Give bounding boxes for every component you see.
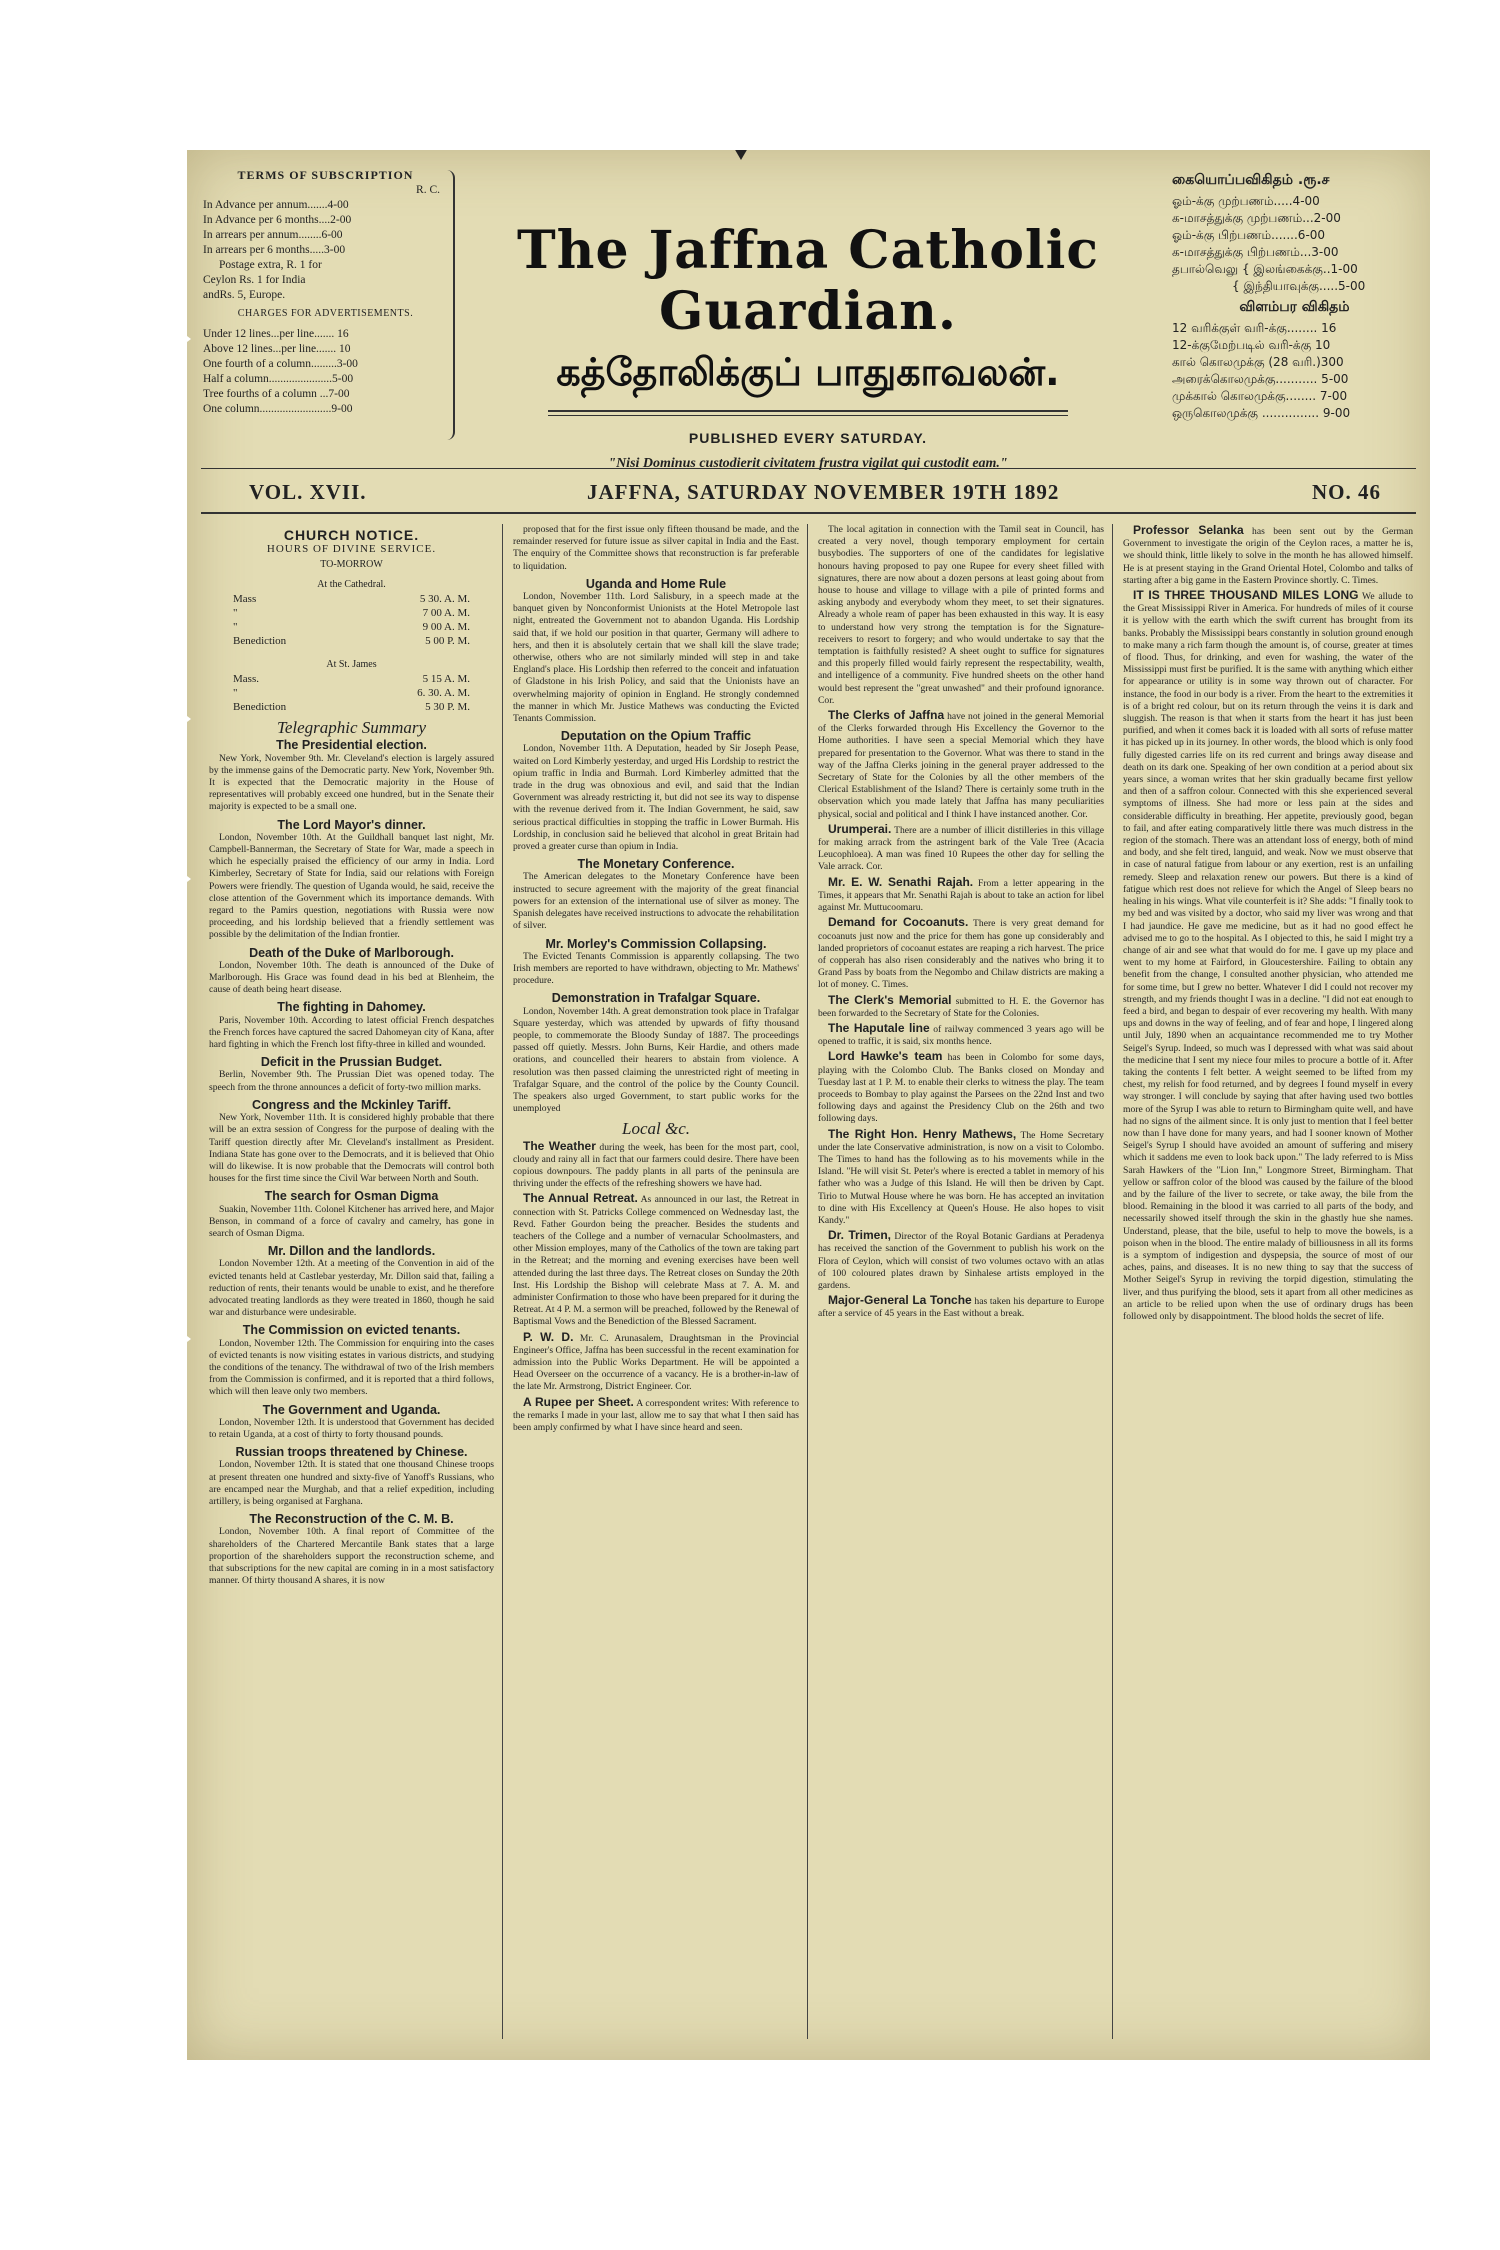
news-item xyxy=(513,1192,799,1328)
service-name: " xyxy=(233,621,238,634)
news-headline: A Rupee per Sheet. xyxy=(523,1394,634,1409)
news-body: London, November 10th. At the Guildhall banquet last night, Mr. Campbell-Bannerman, the Secretary of State for War, made a speech in which he especially praised the efficiency of our army in India. Lord Kimberley, Secretary of State for India, said our relations with Foreign Powers were friendly. The question of Uganda would, he said, receive the close attention of the Government which its importance demands. With regard to the Pamirs question, negotiations with Russia were now proceeding, and his lordship believed that a friendly settlement was possible by the delimitation of the Indian frontier. xyxy=(209,831,494,941)
service-time: 7 00 A. M. xyxy=(422,607,470,620)
news-item xyxy=(818,1022,1104,1048)
column-2 xyxy=(513,524,799,2039)
tamil-terms-row: ஓம்-க்கு பிற்பணம்.......6-00 xyxy=(1172,228,1326,242)
news-paragraph xyxy=(818,823,1104,874)
news-item xyxy=(209,947,494,997)
news-body: A correspondent writes: With reference to the remarks I made in your last, allow me to say that what I then said has been amply confirmed by what I have since heard and seen. xyxy=(513,1397,799,1434)
service-time-row xyxy=(209,672,494,686)
news-item xyxy=(818,1050,1104,1125)
tamil-terms-heading: கையொப்பவிகிதம் .ரூ.ச xyxy=(1172,172,1330,188)
terms-heading: TERMS OF SUBSCRIPTION xyxy=(237,168,414,182)
news-item xyxy=(818,1294,1104,1320)
charges-row: Above 12 lines...per line....... 10 xyxy=(203,343,351,355)
news-paragraph xyxy=(513,1140,799,1191)
news-item xyxy=(209,1446,494,1508)
tamil-ads-heading: விளம்பர விகிதம் xyxy=(1239,299,1350,315)
news-paragraph xyxy=(818,1128,1104,1228)
news-body: Director of the Royal Botanic Gardians at Peradenya has received the sanction of the Government to publish his work on the Flora of Ceylon, which will consist of two volumes octavo with an atlas of 100 coloured plates drawn by Sinhalese artists employed in the gardens. xyxy=(818,1231,1104,1291)
charges-row: One fourth of a column.........3-00 xyxy=(203,358,358,370)
news-item xyxy=(1123,524,1413,587)
news-body: New York, November 9th. Mr. Cleveland's election is largely assured by the immense gains of the Democratic party. New York, November 9th. It is expected that the Democratic majority in the House of representatives will probably exceed one hundred, but in the Senate their majority is expected to be a small one. xyxy=(209,752,494,813)
terms-row: In Advance per 6 months....2-00 xyxy=(203,214,352,226)
news-headline: Dr. Trimen, xyxy=(828,1228,892,1243)
news-headline: Congress and the Mckinley Tariff. xyxy=(251,1097,452,1112)
news-headline: P. W. D. xyxy=(523,1329,574,1344)
news-body: has been sent out by the German Government to investigate the origin of the Ceylon races, a matter he is, we should think, little likely to solve in the month he has allowed himself. He is at present staying in the Grand Oriental Hotel, Colombo and talks of starting after a big game in the Eastern Province shortly. C. Times. xyxy=(1123,526,1413,586)
news-headline: The search for Osman Digma xyxy=(264,1189,439,1204)
news-body: has been in Colombo for some days, playing with the Colombo Club. The Banks closed on Monday and Tuesday last at 1 P. M. to enable their clerks to witness the play. The team proceeds to Bombay to play against the Parsees on the 22nd Inst and two following days and against the Presidency Club on the 26th and two following days. xyxy=(818,1052,1104,1125)
news-item xyxy=(513,1331,799,1394)
news-headline: The Haputale line xyxy=(828,1020,930,1035)
masthead xyxy=(457,170,1159,472)
terms-row: In arrears per annum........6-00 xyxy=(203,229,343,241)
news-paragraph xyxy=(818,1022,1104,1048)
news-paragraph xyxy=(818,1294,1104,1320)
local-news-title: Local &c. xyxy=(622,1119,690,1139)
subscription-terms xyxy=(203,168,448,417)
news-headline: Professor Selanka xyxy=(1133,524,1244,537)
news-body: We allude to the Great Mississippi River in America. For hundreds of miles of it course it is yellow with the earth which the swift current has brought from its banks. Probably the Mississippi bears constantly in solution ground enough to make many a rich farm though the amount is, of course, greater at times of flood. Thus, for drinking, and even for washing, the water of the Mississippi must first be purified. It is the same with anything which either for appearance or utility is in some way thrown out of character. For instance, the food in our body is a river. From the heart to the extremities it is of a bright red colour, but on its return through the veins it is dark and sluggish. The reason is that when it starts from the heart it has just been purified, and when it comes back it is loaded with all sorts of refuse matter it has picked up in its journey. In other words, the blood which is only food fully digested carries life on its red current and brings away disease and death on its dark one. Speaking of her own condition at a period about six years since, a woman writes that her skin gradually became first yellow and then of a saffron colour. Connected with this she experienced several symptoms of illness. She had more or less pain at the sides and considerable difficulty in breathing. Her appetite, previously good, began to fail, and after eating comparatively little there was much distress in the region of the stomach. There was an attendant loss of energy, both of mind and body, and she felt tired, languid, and weak. Now we must observe that in case of natural fatigue from labour or any exertion, rest is an unfailing remedy. Sleep and relaxation renew our powers. But there is a kind of fatigue which rest does not relieve for which the Angel of Sleep bears no healing in his wings. What vile counterfeit is it? She adds: "I finally took to my bed and was visited by a doctor, who said my liver was wrong and that I had jaundice. He gave me medicine, but as it had no good effect he advised me to go to the hospital. As I objected to this, he said I might try a change of air and see what that would do for me. I gave up my place and went to my home at Fairford, in Gloucestershire. Failing to obtain any benefit from the change, I consulted another physician, who attended me for some time, but I grew no better. Whatever I did I could not recover my strength, and my friends thought I was in a decline. "I did not eat enough to feed a bird, and began to despair of ever recovering my health. With many ups and downs in the way of feeling, and of fear and hope, I lingered along until July, 1890 when an acquaintance recommended me to try Mother Seigel's Syrup. Indeed, so much was I depressed with what was said about the medicine that I sent my niece four miles to procure a bottle of it. After taking the contents I felt better. A weight seemed to be lifted from my chest, my relish for food returned, and by degrees I found myself in every way stronger. I will conclude by saying that after having used two bottles more of the Syrup I was able to return to Birmingham quite well, and have had no signs of the ailment since. It is only just to mention that I feel better now than I have done for many years, and had I sooner known of Mother Seigel's Syrup I should have avoided an amount of suffering and misery which it saddens me even to look back upon." The lady referred to is Miss Sarah Hawkers of the "Lion Inn," Longmore Street, Birmingham. That yellow or saffron color of the blood was caused by the failure of the blood and by the failure of the liver to secrete, or take away, the bile from the blood. Remaining in the blood it was carried to all parts of the body, and necessarily showed itself through the skin in the ghastly hue she names. Understand, please, that the bile, useful to help to move the bowels, is a poison when in the blood. The entire malady of billiousness in all its forms is a symptom of indigestion and dyspepsia, the source of most of our aches, pains, and diseases. It is no new thing to say that the success of Mother Seigel's Syrup in reviving the torpid digestion, stimulating the liver, and thus purifying the blood, sets it apart from all other medicines as an article to be relied upon when the use of ordinary drugs has been followed only by disappointment. The blood holds the secret of life. xyxy=(1123,591,1413,1322)
news-item xyxy=(513,524,799,573)
service-time-row xyxy=(209,606,494,620)
issue-dateline: JAFFNA, SATURDAY NOVEMBER 19TH 1892 xyxy=(587,480,1060,504)
tamil-terms-row: ஓம்-க்கு முற்பணம்.....4-00 xyxy=(1172,194,1320,208)
news-body: The Evicted Tenants Commission is apparently collapsing. The two Irish members are reported to have withdrawn, objecting to Mr. Mathews' procedure. xyxy=(513,950,799,987)
news-body: London, November 12th. It is understood that Government has decided to retain Uganda, at a cost of thirty to forty thousand pounds. xyxy=(209,1416,494,1440)
news-body: Mr. C. Arunasalem, Draughtsman in the Provincial Engineer's Office, Jaffna has been successful in the recent examination for admission into the Public Works Department. He will be appointed a Head Overseer on the occurrence of a vacancy. He is a brother-in-law of the late Mr. Armstrong, District Engineer. Cor. xyxy=(513,1332,799,1393)
tamil-ads-row: கால் கொலமுக்கு (28 வரி.)300 xyxy=(1172,355,1344,369)
title-english: The Jaffna Catholic Guardian. xyxy=(516,220,1100,342)
service-times xyxy=(209,672,494,714)
news-item xyxy=(513,1396,799,1435)
news-headline: Deficit in the Prussian Budget. xyxy=(260,1055,443,1070)
news-paragraph xyxy=(818,709,1104,821)
column-separator xyxy=(1112,524,1113,2039)
news-body: Suakin, November 11th. Colonel Kitchener has arrived here, and Major Benson, in command of a force of cavalry and camelry, has gone in search of Osman Digma. xyxy=(209,1203,494,1239)
news-headline: The Right Hon. Henry Mathews, xyxy=(828,1126,1017,1141)
news-paragraph xyxy=(513,1331,799,1394)
service-name: " xyxy=(233,687,238,700)
service-time: 5 00 P. M. xyxy=(425,635,470,648)
news-headline: The Commission on evicted tenants. xyxy=(242,1323,461,1338)
news-body: The Home Secretary under the late Conservative administration, is now on a visit to Colombo. The Times to hand has the following as to his movements while in the Island. "He will visit St. Peter's where is erected a tablet in memory of his father who was a Judge of this Island. He will then be driven by Capt. Tirio to Mutwal House where he was born. He has accepted an invitation to dine with His Excellency at Queen's House. He also hopes to visit Kandy." xyxy=(818,1129,1104,1226)
hours-of-service xyxy=(209,542,494,714)
service-name: Mass. xyxy=(233,673,259,686)
service-name: Mass xyxy=(233,593,257,606)
charges-row: Half a column......................5-00 xyxy=(203,373,354,385)
dateline-rule xyxy=(201,512,1416,514)
news-item xyxy=(209,1001,494,1051)
publication-frequency: PUBLISHED EVERY SATURDAY. xyxy=(688,430,928,446)
story-list xyxy=(818,524,1104,1321)
service-name: Benediction xyxy=(233,635,287,648)
st-james-label: At St. James xyxy=(326,659,377,671)
tamil-ads-row: 12-க்குமேற்படில் வரி-க்கு 10 xyxy=(1172,338,1331,352)
masthead-ornament xyxy=(548,410,1068,416)
service-time-row xyxy=(209,700,494,714)
news-body: during the week, has been for the most part, cool, cloudy and rainy all in fact that our farmers could desire. There have been copious downpours. The paddy plants in all parts of the peninsula are thriving under the effects of the refreshing showers we have had. xyxy=(513,1141,799,1190)
issue-number: NO. 46 xyxy=(1312,480,1381,504)
news-headline: Russian troops threatened by Chinese. xyxy=(235,1445,468,1460)
column-1 xyxy=(209,524,494,2039)
column-separator xyxy=(502,524,503,2039)
service-name: " xyxy=(233,607,238,620)
news-body: proposed that for the first issue only fifteen thousand be made, and the remainder reserved for future issue as silver capital in India and the East. The enquiry of the Committee shows that reconstruction is far preferable to liquidation. xyxy=(513,524,799,572)
fold-mark xyxy=(734,150,748,160)
service-time: 5 30. A. M. xyxy=(419,593,470,606)
terms-row: In Advance per annum.......4-00 xyxy=(203,199,349,211)
news-body: The local agitation in connection with the Tamil seat in Council, has created a very novel, though temporary employment for certain busybodies. The supporters of one of the candidates for legislative honours having proposed to pay one Rupee for every sheet filled with signatures, there are now about a dozen persons at least going about from house to house and village to village with a pile of printed forms and asking anybody and everybody whom they meet, to set their signatures. Already a whole ream of paper has been exhausted in this way. It is easy to understand how very strong the temptation is for the Signature-receivers to resort to forgery; and who would undertake to say that the temptation is faithfully resisted? A sheet ought to suffice for signatures and this properly filled would fairly represent the respectability, wealth, and intelligence of a community. Five hundred sheets on the other hand would best represent the "great unwashed" and their profound ignorance. Cor. xyxy=(818,524,1104,706)
story-list xyxy=(513,524,799,1115)
news-body: Berlin, November 9th. The Prussian Diet was opened today. The speech from the throne announces a deficit of forty-two million marks. xyxy=(209,1069,494,1093)
news-headline: Uganda and Home Rule xyxy=(585,576,727,591)
news-headline: The Annual Retreat. xyxy=(523,1191,638,1206)
news-headline: Demonstration in Trafalgar Square. xyxy=(551,991,761,1006)
news-paragraph xyxy=(818,916,1104,991)
news-item xyxy=(209,819,494,942)
tomorrow-label: TO-MORROW xyxy=(320,559,383,571)
story-list xyxy=(513,1140,799,1435)
news-body: There is very great demand for cocoanuts just now and the price for them has gone up considerably and landed proprietors of cocoanut estates are reaping a rich harvest. The price of copperah has also risen considerably and the natives who bring it to Grand Pass by boats from the Negombo and Chilaw districts are making a lot of money. C. Times. xyxy=(818,918,1104,991)
service-time-row xyxy=(209,686,494,700)
news-headline: Mr. E. W. Senathi Rajah. xyxy=(828,874,974,889)
news-paragraph xyxy=(513,1192,799,1328)
news-headline: IT IS THREE THOUSAND MILES LONG xyxy=(1133,588,1359,603)
news-headline: Deputation on the Opium Traffic xyxy=(560,729,752,744)
news-headline: The Clerk's Memorial xyxy=(828,992,952,1007)
news-body: From a letter appearing in the Times, it appears that Mr. Senathi Rajah is about to take an action for libel against Mr. Muttucoomaru. xyxy=(818,877,1104,914)
news-headline: Major-General La Tonche xyxy=(828,1293,972,1308)
tamil-subscription-terms xyxy=(1172,168,1417,422)
news-item xyxy=(818,524,1104,707)
service-time: 6. 30. A. M. xyxy=(417,687,470,700)
story-list xyxy=(209,739,494,1587)
news-headline: The Government and Uganda. xyxy=(262,1402,441,1417)
charges-row: Under 12 lines...per line....... 16 xyxy=(203,328,349,340)
hours-title: HOURS OF DIVINE SERVICE. xyxy=(266,543,437,556)
news-paragraph xyxy=(1123,589,1413,1323)
charges-heading: CHARGES FOR ADVERTISEMENTS. xyxy=(237,308,414,319)
title-tamil: கத்தோலிக்குப் பாதுகாவலன். xyxy=(556,350,1060,394)
news-paragraph xyxy=(1123,524,1413,587)
news-item xyxy=(209,1245,494,1319)
news-paragraph xyxy=(513,1396,799,1435)
news-item xyxy=(209,1513,494,1587)
masthead-motto: "Nisi Dominus custodierit civitatem frustra vigilat qui custodit eam." xyxy=(608,456,1008,471)
news-paragraph xyxy=(818,524,1104,707)
column-separator xyxy=(807,524,808,2039)
news-body: has taken his departure to Europe after a service of 45 years in the East without a break. xyxy=(818,1296,1104,1320)
service-time-row xyxy=(209,620,494,634)
news-paragraph xyxy=(818,1229,1104,1292)
tamil-terms-row: க-மாசத்துக்கு முற்பணம்...2-00 xyxy=(1172,211,1341,225)
news-item xyxy=(209,1404,494,1442)
header-rule xyxy=(201,468,1416,469)
news-item xyxy=(513,858,799,932)
news-body: London, November 10th. The death is announced of the Duke of Marlborough. His Grace was found dead in his bed at Blenheim, the cause of death being heart disease. xyxy=(209,959,494,996)
news-body: London, November 10th. A final report of Committee of the shareholders of the Chartered Mercantile Bank states that a large proportion of the shareholders support the reconstruction scheme, and that subscriptions for the new capital are coming in in a most satisfactory manner. Of thirty thousand A shares, it is now xyxy=(209,1526,494,1587)
service-time: 5 15 A. M. xyxy=(422,673,470,686)
news-item xyxy=(818,709,1104,821)
news-item xyxy=(513,992,799,1115)
news-body: London, November 12th. The Commission for enquiring into the cases of evicted tenants is now visiting estates in various districts, and studying the conditions of the tenancy. The withdrawal of two of the Irish members from the Commission is confirmed, and it is reported that a third follows, which will then leave only two members. xyxy=(209,1337,494,1398)
news-item xyxy=(818,1229,1104,1292)
terms-row: In arrears per 6 months.....3-00 xyxy=(203,244,346,256)
charges-row: Tree fourths of a column ...7-00 xyxy=(203,388,350,400)
church-notice-title: CHURCH NOTICE. xyxy=(283,527,420,543)
column-3 xyxy=(818,524,1104,2039)
news-body: have not joined in the general Memorial of the Clerks forwarded through His Excellency the Governor to the Home authorities. I have seen a special Memorial which they have prepared for presentation to the Governor. What was there to stand in the way of the Jaffna Clerks joining in the general prayer addressed to the Secretary of State for the Colonies by all the other members of the Clerical Establishment of the Island? There is certainly some truth in the observation which you made lately that Jaffna has many peculiarities physical, social and political and I think I have instanced another. Cor. xyxy=(818,711,1104,820)
news-headline: Mr. Morley's Commission Collapsing. xyxy=(545,936,767,951)
tamil-terms-row: { இந்தியாவுக்கு.....5-00 xyxy=(1232,279,1366,293)
terms-row: Postage extra, R. 1 for xyxy=(219,259,322,271)
news-body: As announced in our last, the Retreat in connection with St. Patricks College commenced on Wednesday last, the Revd. Father Gourdon being the preacher. Besides the students and teachers of the College and a number of vernacular Schoolmasters, and other Mission employes, many of the Catholics of the town are taking part in the Retreat; and the morning and evening exercises have been well attended during the last three days. The Retreat closes on Sunday the 20th Inst. His Lordship the Bishop will celebrate Mass at 7. A. M. and administer Confirmation to those who have been prepared for it during the Retreat. At 4 P. M. a sermon will be preached, followed by the Renewal of Baptismal Vows and the Benediction of the Blessed Sacrament. xyxy=(513,1194,799,1328)
terms-brace xyxy=(445,170,455,440)
news-paragraph xyxy=(818,1050,1104,1125)
telegraphic-summary-title: Telegraphic Summary xyxy=(276,718,427,738)
news-item xyxy=(818,876,1104,915)
terms-currency: R. C. xyxy=(416,184,440,196)
news-item xyxy=(1123,589,1413,1323)
story-list xyxy=(1123,524,1413,1323)
news-body: Paris, November 10th. According to latest official French despatches the French forces have captured the sacred Dahomeyan city of Kana, after hard fighting in which the French lost fifty-three in killed and wounded. xyxy=(209,1014,494,1051)
news-item xyxy=(818,1128,1104,1228)
news-item xyxy=(818,823,1104,874)
news-body: There are a number of illicit distilleries in this village for making arrack from the astringent bark of the Vale Tree (Acacia Leucophloea). A man was fined 10 Rupees the other day for selling the Vale arrack. Cor. xyxy=(818,824,1104,873)
service-name: Benediction xyxy=(233,701,287,714)
news-body: submitted to H. E. the Governor has been forwarded to the Secretary of State for the Colonies. xyxy=(818,995,1104,1019)
tamil-terms-row: க-மாசத்துக்கு பிற்பணம்...3-00 xyxy=(1172,245,1339,259)
news-headline: The fighting in Dahomey. xyxy=(277,1000,426,1015)
news-headline: The Lord Mayor's dinner. xyxy=(277,817,426,832)
charges-row: One column.........................9-00 xyxy=(203,403,353,415)
news-paragraph xyxy=(818,876,1104,915)
news-item xyxy=(513,1140,799,1191)
volume-number: VOL. XVII. xyxy=(249,480,367,504)
terms-row: andRs. 5, Europe. xyxy=(203,289,286,301)
news-headline: Demand for Cocoanuts. xyxy=(828,915,969,930)
tamil-ads-row: ஒருகொலமுக்கு ............... 9-00 xyxy=(1172,406,1351,420)
news-headline: The Reconstruction of the C. M. B. xyxy=(249,1512,454,1527)
news-headline: Mr. Dillon and the landlords. xyxy=(267,1244,436,1259)
terms-row: Ceylon Rs. 1 for India xyxy=(203,274,306,286)
news-body: London November 12th. At a meeting of the Convention in aid of the evicted tenants held at Castlebar yesterday, Mr. Dillon said that, failing a reduction of rents, their tenants would be unable to exist, and he therefore advocated treating landlords as they were treated in 1860, though he said war and disturbance were undesirable. xyxy=(209,1258,494,1319)
news-item xyxy=(209,1324,494,1398)
tamil-ads-row: அரைக்கொலமுக்கு........... 5-00 xyxy=(1172,372,1349,386)
news-paragraph xyxy=(818,994,1104,1020)
cathedral-label: At the Cathedral. xyxy=(317,579,386,591)
news-item xyxy=(818,994,1104,1020)
news-item xyxy=(818,916,1104,991)
service-time: 5 30 P. M. xyxy=(425,701,470,714)
tamil-terms-row: தபால்வெலு { இலங்கைக்கு..1-00 xyxy=(1172,262,1358,276)
tamil-ads-row: 12 வரிக்குள் வரி-க்கு........ 16 xyxy=(1172,321,1337,335)
service-times xyxy=(209,592,494,648)
news-headline: Lord Hawke's team xyxy=(828,1049,943,1064)
column-4 xyxy=(1123,524,1413,2039)
news-headline: The Clerks of Jaffna xyxy=(828,708,945,723)
news-body: London, November 11th. Lord Salisbury, in a speech made at the banquet given by Nonconformist Unionists at the Hotel Metropole last night, entreated the Government not to abandon Uganda. His Lordship said that, if we hold our position in that quarter, Germany will adhere to hers, and then it is absolutely certain that we shall kill the slave trade; otherwise, others who are not similarly minded will step in and take England's place. His Lordship then referred to the conceit and infatuation of Gladstone in his Irish Policy, and said that the Unionists have an overwhelming majority of opinion in England. He strongly condemned the manner in which Mr. Justice Mathews was conducting the Evicted Tenants Commission. xyxy=(513,591,799,725)
news-body: New York, November 11th. It is considered highly probable that there will be an extra session of Congress for the purpose of dealing with the Tariff question directly after Mr. Cleveland's installment as President. Indiana State has gone over to the Democrats, and it is believed that Ohio will do likewise. It is now probable that the Democrats will control both houses for the first time since the Civil War between North and South. xyxy=(209,1112,494,1185)
news-item xyxy=(209,739,494,813)
news-headline: Urumperai. xyxy=(828,821,892,836)
news-body: London, November 12th. It is stated that one thousand Chinese troops at present threaten one hundred and sixty-five of Yanoff's Russians, who are encamped near the Murghab, and that a relief expedition, including artillery, is being organised at Farghana. xyxy=(209,1459,494,1507)
news-item xyxy=(209,1056,494,1094)
news-item xyxy=(513,730,799,853)
news-body: London, November 11th. A Deputation, headed by Sir Joseph Pease, waited on Lord Kimberly yesterday, and urged His Lordship to restrict the opium traffic in India and Burmah. Lord Kimberley admitted that the trade in the drug was obnoxious and evil, and said that the Indian Government was already restricting it, but did not see its way to dispense with the revenue derived from it. The Indian Government, he said, saw serious practical difficulties in stopping the traffic in Lower Burmah. His Lordship, in conclusion said he believed that alcohol in great Britain had proved a greater curse than opium in India. xyxy=(513,743,799,853)
news-body: London, November 14th. A great demonstration took place in Trafalgar Square yesterday, which was attended by upwards of fifty thousand people, to commemorate the Bloody Sunday of 1887. The proceedings passed off quietly. Messrs. John Burns, Keir Hardie, and others made orations, and councelled their hearers to abstain from violence. A resolution was then passed claiming the unrestricted right of meeting in Trafalgar Square, and the control of the police by the County Council. The speakers also urged Government, to start public works for the unemployed xyxy=(513,1005,799,1115)
service-time-row xyxy=(209,592,494,606)
news-item xyxy=(209,1099,494,1185)
news-item xyxy=(513,578,799,725)
news-item xyxy=(513,938,799,988)
newspaper-page xyxy=(187,150,1430,2060)
news-headline: The Weather xyxy=(523,1138,596,1153)
news-body: The American delegates to the Monetary Conference have been instructed to secure agreement with the majority of the great financial powers for an extension of the international use of silver as money. The Spanish delegates have received instructions to advocate the rehabilitation of silver. xyxy=(513,871,799,932)
news-item xyxy=(209,1190,494,1240)
news-body: of railway commenced 3 years ago will be opened to traffic, it is said, six months hence. xyxy=(818,1023,1104,1048)
service-time-row xyxy=(209,634,494,648)
service-time: 9 00 A. M. xyxy=(422,621,470,634)
tamil-ads-row: முக்கால் கொலமுக்கு........ 7-00 xyxy=(1172,389,1348,403)
news-headline: The Monetary Conference. xyxy=(577,857,735,872)
news-headline: The Presidential election. xyxy=(276,738,427,753)
news-headline: Death of the Duke of Marlborough. xyxy=(249,945,454,960)
